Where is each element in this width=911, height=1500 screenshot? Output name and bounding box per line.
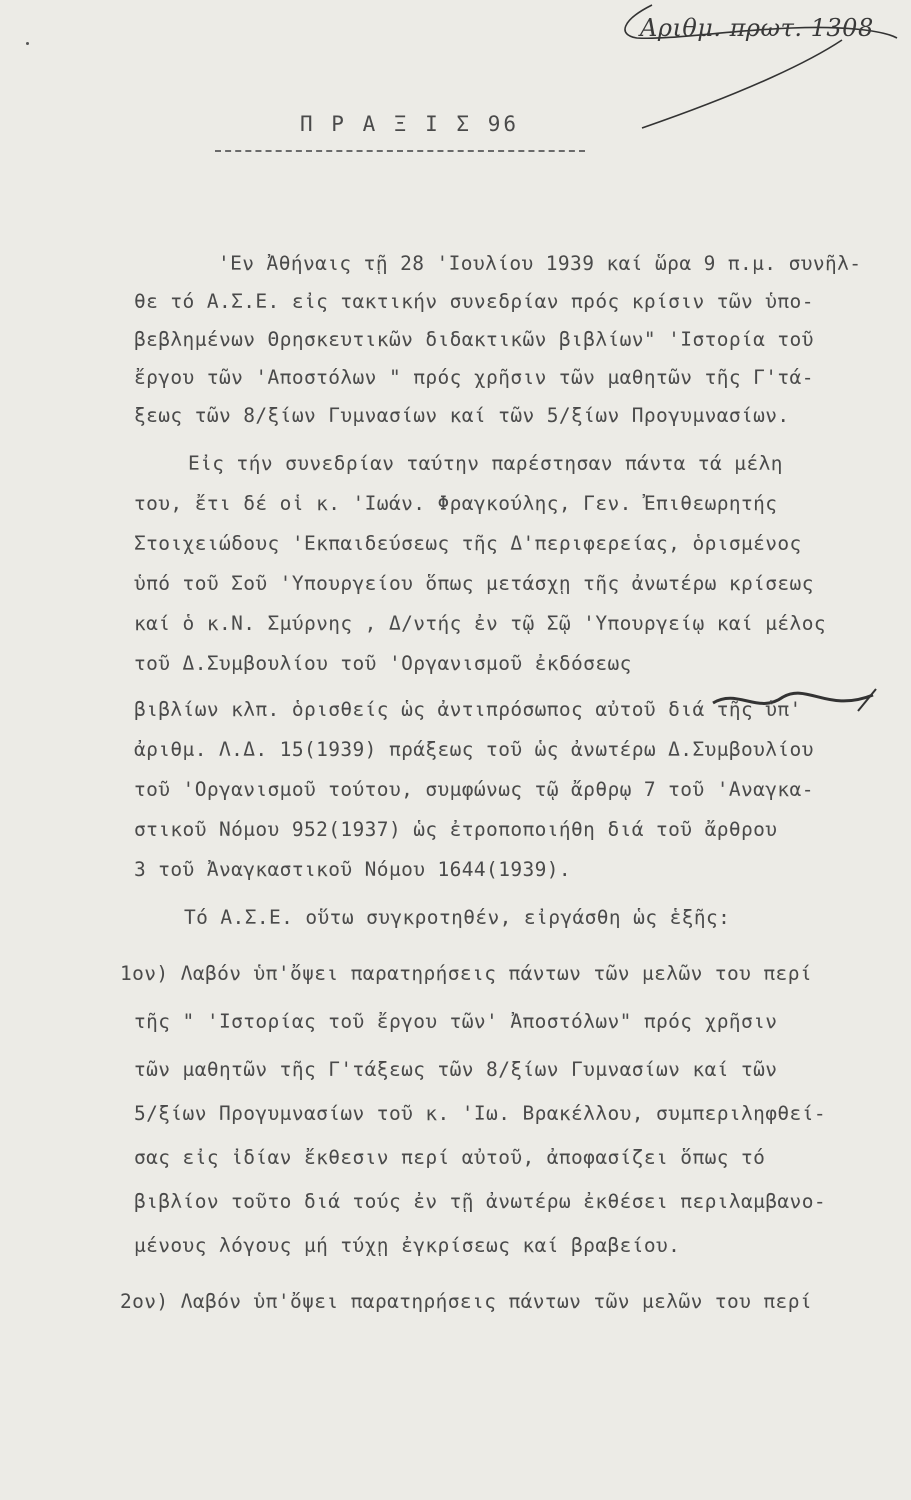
text-line: Στοιχειώδους 'Εκπαιδεύσεως τῆς Δ'περιφερείας, ὁρισμένος	[134, 532, 802, 555]
text-line: 1ον) Λαβόν ὑπ'ὄψει παρατηρήσεις πάντων τῶν μελῶν του περί	[120, 962, 812, 985]
text-line: βεβλημένων Θρησκευτικῶν διδακτικῶν βιβλίων" 'Ιστορία τοῦ	[134, 328, 814, 351]
text-line: τῶν μαθητῶν τῆς Γ'τάξεως τῶν 8/ξίων Γυμνασίων καί τῶν	[134, 1058, 778, 1081]
text-line: ὑπό τοῦ Σοῦ 'Υπουργείου ὅπως μετάσχῃ τῆς ἀνωτέρω κρίσεως	[134, 572, 814, 595]
text-line: 2ον) Λαβόν ὑπ'ὄψει παρατηρήσεις πάντων τῶν μελῶν του περί	[120, 1290, 812, 1313]
text-line: του, ἔτι δέ οἱ κ. 'Ιωάν. Φραγκούλης, Γεν. Ἐπιθεωρητής	[134, 492, 778, 515]
text-line: 3 τοῦ Ἀναγκαστικοῦ Νόμου 1644(1939).	[134, 858, 572, 881]
text-line: καί ὁ κ.Ν. Σμύρνης , Δ/ντής ἐν τῷ Σῷ 'Υπουργείῳ καί μέλος	[134, 612, 826, 635]
text-line: τοῦ 'Οργανισμοῦ τούτου, συμφώνως τῷ ἄρθρῳ 7 τοῦ 'Αναγκα-	[134, 778, 814, 801]
title-underline	[215, 150, 585, 152]
punch-mark	[26, 42, 29, 45]
text-line: θε τό Α.Σ.Ε. εἰς τακτικήν συνεδρίαν πρός κρίσιν τῶν ὑπο-	[134, 290, 814, 313]
text-line: στικοῦ Νόμου 952(1937) ὡς ἐτροποποιήθη διά τοῦ ἄρθρου	[134, 818, 778, 841]
text-line: μένους λόγους μή τύχῃ ἐγκρίσεως καί βραβείου.	[134, 1234, 681, 1257]
text-line: βιβλίον τοῦτο διά τούς ἐν τῇ ἀνωτέρω ἐκθέσει περιλαμβανο-	[134, 1190, 826, 1213]
text-line: βιβλίων κλπ. ὁρισθείς ὡς ἀντιπρόσωπος αὐτοῦ διά τῆς ὑπ'	[134, 698, 802, 721]
text-line: σας εἰς ἰδίαν ἔκθεσιν περί αὐτοῦ, ἀποφασίζει ὅπως τό	[134, 1146, 766, 1169]
text-line: 'Εν Ἀθήναις τῇ 28 'Ιουλίου 1939 καί ὥρα 9 π.μ. συνῆλ-	[218, 252, 862, 275]
text-line: ἀριθμ. Λ.Δ. 15(1939) πράξεως τοῦ ὡς ἀνωτέρω Δ.Συμβουλίου	[134, 738, 814, 761]
text-line: ξεως τῶν 8/ξίων Γυμνασίων καί τῶν 5/ξίων Προγυμνασίων.	[134, 404, 790, 427]
document-title: Π Ρ Α Ξ Ι Σ 96	[300, 112, 520, 136]
text-line: 5/ξίων Προγυμνασίων τοῦ κ. 'Ιω. Βρακέλλου, συμπεριληφθεί-	[134, 1102, 826, 1125]
text-line: τοῦ Δ.Συμβουλίου τοῦ 'Οργανισμοῦ ἐκδόσεως	[134, 652, 632, 675]
text-line: Εἰς τήν συνεδρίαν ταύτην παρέστησαν πάντα τά μέλη	[188, 452, 783, 475]
text-line: Τό Α.Σ.Ε. οὕτω συγκροτηθέν, εἰργάσθη ὡς ἑξῆς:	[184, 906, 731, 929]
reference-note: Αριθμ. πρωτ. 1308	[640, 14, 874, 42]
text-line: ἔργου τῶν 'Αποστόλων " πρός χρῆσιν τῶν μαθητῶν τῆς Γ'τά-	[134, 366, 814, 389]
text-line: τῆς " 'Ιστορίας τοῦ ἔργου τῶν' Ἀποστόλων" πρός χρῆσιν	[134, 1010, 778, 1033]
